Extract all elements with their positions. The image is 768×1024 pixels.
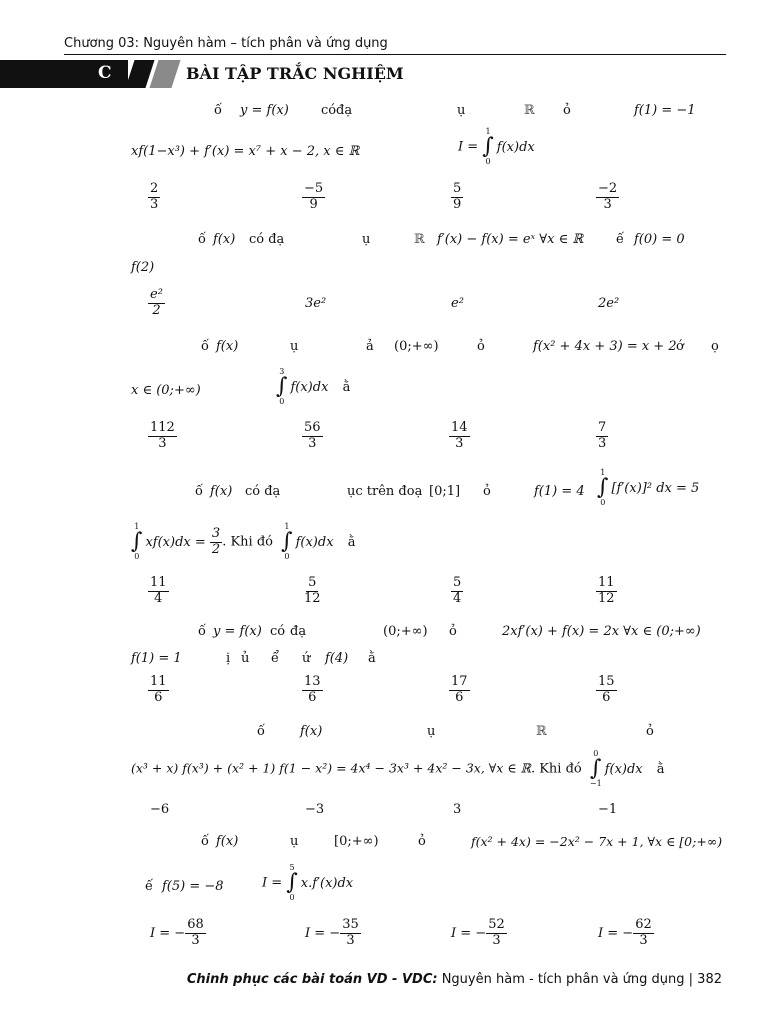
integral-sign-icon: ∫ [131,529,143,554]
integral-sign-icon: ∫ [276,374,288,399]
q4-t9: ằ [347,534,356,550]
integral-sign-icon: ∫ [597,475,609,500]
page-footer [187,972,722,987]
q6-t4: ℝ [536,724,547,739]
q1-d-num: −2 [598,181,618,196]
q4-b-den: 12 [304,590,321,606]
q7-c-num: 52 [488,917,505,932]
q7-t4: [0;+∞) [334,834,379,849]
q5-option-c[interactable] [449,675,470,706]
q2-option-b[interactable]: 3e² [305,296,327,311]
q5-option-a[interactable] [148,675,169,706]
q5-t8: ị [226,651,231,666]
q4-frac [210,527,222,558]
q4-int3-body: f(x)dx [295,534,334,550]
q3-t1: ố [201,339,209,354]
q7-t8: f(5) = −8 [162,879,224,894]
q5-d-den: 6 [602,689,611,705]
q7-int-lo: 0 [289,893,295,902]
q4-int1 [597,469,699,507]
q7-c-lhs: I = − [451,925,487,941]
q5-t3: có [270,624,286,639]
q6-t6: . Khi đó [530,761,582,777]
q7-int-lhs: I = [262,875,283,891]
q5-option-d[interactable] [596,675,617,706]
q4-frac-den: 2 [211,541,221,557]
q1-b-den: 9 [309,196,318,212]
q4-t2: f(x) [210,484,233,499]
q6-int-body: f(x)dx [604,761,643,777]
q7-b-frac [340,918,361,949]
q5-a-den: 6 [154,689,163,705]
q1-int [482,128,534,166]
q5-option-b[interactable] [302,675,323,706]
q4-d-num: 11 [598,575,615,590]
integral-sign-icon: ∫ [281,529,293,554]
q1-t8: f(1) = −1 [634,103,696,118]
q1-c-den: 9 [453,196,462,212]
q4-t5: [0;1] [429,484,461,499]
q3-option-b[interactable] [302,421,323,452]
q1-option-a[interactable] [148,182,160,213]
q6-int-lo: −1 [589,779,602,788]
q7-a-lhs: I = − [150,925,186,941]
q7-a-num: 68 [187,917,204,932]
q7-t3: ụ [290,834,299,849]
q2-t5: ℝ [414,232,425,247]
q6-t1: ố [257,724,265,739]
q1-option-b[interactable] [302,182,325,213]
q3-t4: ả [366,339,374,354]
q7-t1: ố [201,834,209,849]
q2-t1: ố [198,232,206,247]
page-number: 382 [697,972,722,987]
footer-sep: | [684,972,698,987]
q5-t13: ằ [368,651,376,666]
footer-label: Chinh phục các bài toán VD - VDC: [186,972,438,987]
q6-condition: (x³ + x) f(x³) + (x² + 1) f(1 − x²) = 4x⁴ − 3x³ + 4x² − 3x, ∀x ∈ ℝ [131,760,531,776]
q5-b-num: 13 [304,674,321,689]
q7-t6: f(x² + 4x) = −2x² − 7x + 1, ∀x ∈ [0;+∞) [471,834,723,849]
q3-t8: ớ [676,339,684,354]
header-rule [64,54,726,55]
q5-t9: ủ [241,651,250,666]
q2-t3: có đạ [249,232,285,247]
q2-a-den: 2 [152,302,161,318]
q4-c-num: 5 [453,575,462,590]
q7-d-lhs: I = − [598,925,634,941]
banner-title: BÀI TẬP TRẮC NGHIỆM [186,64,404,83]
q4-t6: ỏ [483,484,491,499]
q7-option-c[interactable] [451,918,507,949]
q3-option-d[interactable] [596,421,608,452]
q7-d-den: 3 [639,932,648,948]
q1-t6: ℝ [524,103,535,118]
q3-option-a[interactable] [148,421,177,452]
q1-d-den: 3 [603,196,612,212]
q2-t2: f(x) [213,232,236,247]
q7-d-frac [633,918,654,949]
q1-int-lhs: I = [458,139,479,155]
q4-int3-lo: 0 [284,552,290,561]
q4-int3-hi: 1 [284,522,290,531]
q1-t5: ụ [457,103,466,118]
q7-option-b[interactable] [305,918,361,949]
q2-t4: ụ [362,232,371,247]
q1-t2: y = f(x) [240,103,289,118]
q3-t2: f(x) [216,339,239,354]
q5-t1: ố [198,624,206,639]
q1-t3: có [321,103,337,118]
q4-line2 [131,523,355,561]
integral-sign-icon: ∫ [286,870,298,895]
q7-int-hi: 5 [289,863,295,872]
q6-t5: ỏ [646,724,654,739]
q7-t2: f(x) [216,834,239,849]
q6-option-d[interactable]: −1 [598,802,618,817]
q4-int2-hi: 1 [134,522,140,531]
q4-option-a[interactable] [148,576,169,607]
q7-b-lhs: I = − [305,925,341,941]
q3-line2a: x ∈ (0;+∞) [131,383,201,398]
q7-d-num: 62 [635,917,652,932]
q7-b-den: 3 [346,932,355,948]
q3-integral [276,368,350,406]
q4-int1-lo: 0 [600,498,606,507]
q1-integral [458,128,535,166]
q5-c-num: 17 [451,674,468,689]
q5-d-num: 15 [598,674,615,689]
q2-option-c[interactable]: e² [451,296,464,311]
q1-c-num: 5 [453,181,462,196]
q1-option-d[interactable] [596,182,619,213]
q3-t10: ằ [342,379,351,395]
section-banner [0,60,768,88]
q1-int-hi: 1 [485,127,491,136]
q4-t3: có đạ [245,484,281,499]
q3-b-den: 3 [308,435,317,451]
q5-t2: y = f(x) [213,624,262,639]
q4-a-den: 4 [154,590,163,606]
q1-b-num: −5 [304,181,324,196]
q3-t3: ụ [290,339,299,354]
q1-condition: xf(1−x³) + f′(x) = x⁷ + x − 2, x ∈ ℝ [131,144,360,159]
q4-int2 [131,523,206,561]
q7-t7: ế [145,879,153,894]
q5-t5: (0;+∞) [383,624,428,639]
q1-t7: ỏ [563,103,571,118]
q5-c-den: 6 [455,689,464,705]
q6-option-c[interactable]: 3 [453,802,462,817]
chapter-title: Nguyên hàm – tích phân và ứng dụng [139,36,388,51]
q2-a-num: e² [150,287,163,302]
q6-int [590,750,643,788]
q4-b-num: 5 [308,575,317,590]
q5-t12: f(4) [325,651,349,666]
q6-int-hi: 0 [593,749,599,758]
q5-line2a: f(1) = 1 [131,651,182,666]
q4-int2-lo: 0 [134,552,140,561]
q3-t5: (0;+∞) [394,339,439,354]
q3-t9: ọ [711,339,719,354]
q3-d-num: 7 [598,420,607,435]
q7-b-num: 35 [342,917,359,932]
q1-int-body: f(x)dx [496,139,535,155]
q4-frac-num: 3 [211,525,221,541]
banner-stripe-2 [149,60,180,88]
chapter-header [64,36,388,51]
q5-t7: 2xf′(x) + f(x) = 2x ∀x ∈ (0;+∞) [502,624,701,639]
q2-t8: f(0) = 0 [634,232,685,247]
q4-int1-body: [f′(x)]² dx = 5 [611,480,700,496]
q1-option-c[interactable] [451,182,463,213]
q7-a-frac [185,918,206,949]
q4-t7: f(1) = 4 [534,484,585,499]
q7-int-body: x.f′(x)dx [300,875,354,891]
q4-t4: ục trên đoạ [347,484,423,499]
q2-t7: ế [616,232,624,247]
q5-b-den: 6 [308,689,317,705]
q3-a-den: 3 [158,435,167,451]
q7-c-den: 3 [492,932,501,948]
integral-sign-icon: ∫ [482,134,494,159]
q4-integral-1 [597,469,699,507]
q7-option-a[interactable] [150,918,206,949]
q4-c-den: 4 [453,590,462,606]
banner-letter: C [98,63,112,83]
q2-option-a[interactable] [148,288,165,319]
q1-t1: ố [214,103,222,118]
q2-option-d[interactable]: 2e² [598,296,620,311]
footer-title: Nguyên hàm - tích phân và ứng dụng [437,972,685,987]
q3-int-lo: 0 [279,397,285,406]
q3-int-body: f(x)dx [290,379,329,395]
q4-t1: ố [195,484,203,499]
q4-d-den: 12 [598,590,615,606]
chapter-label: Chương 03: [64,36,140,51]
q7-option-d[interactable] [598,918,654,949]
q6-t2: f(x) [300,724,323,739]
q3-b-num: 56 [304,420,321,435]
q7-a-den: 3 [191,932,200,948]
q3-c-num: 14 [451,420,468,435]
q7-integral [262,864,353,902]
q2-line2: f(2) [131,260,155,275]
q3-int-hi: 3 [279,367,285,376]
q4-option-c[interactable] [451,576,463,607]
q4-t8: . Khi đó [222,534,273,550]
q2-t6: f′(x) − f(x) = eˣ ∀x ∈ ℝ [437,232,584,247]
q5-t4: đạ [290,624,307,639]
q3-d-den: 3 [598,435,607,451]
q4-a-num: 11 [150,575,167,590]
q5-a-num: 11 [150,674,167,689]
q6-t7: ằ [656,761,665,777]
q1-t4: đạ [336,103,353,118]
q3-t7: f(x² + 4x + 3) = x + 2 [533,339,677,354]
q3-t6: ỏ [477,339,485,354]
q7-t5: ỏ [418,834,426,849]
q4-int3 [281,523,333,561]
q3-int [276,368,328,406]
q4-int1-hi: 1 [600,468,606,477]
q1-a-num: 2 [150,181,159,196]
q3-a-num: 112 [150,420,175,435]
q6-option-a[interactable]: −6 [150,802,170,817]
q7-int [286,864,353,902]
q3-option-c[interactable] [449,421,470,452]
q6-line2 [131,750,665,788]
q6-option-b[interactable]: −3 [305,802,325,817]
q4-option-d[interactable] [596,576,617,607]
q5-t11: ứ [302,651,311,666]
q4-int2-body: xf(x)dx = [145,534,206,550]
q3-c-den: 3 [455,435,464,451]
q5-t10: ể [271,651,279,666]
q4-option-b[interactable] [302,576,323,607]
q6-t3: ụ [427,724,436,739]
q5-t6: ỏ [449,624,457,639]
q1-a-den: 3 [150,196,159,212]
q1-int-lo: 0 [485,157,491,166]
q7-c-frac [486,918,507,949]
integral-sign-icon: ∫ [590,756,602,781]
